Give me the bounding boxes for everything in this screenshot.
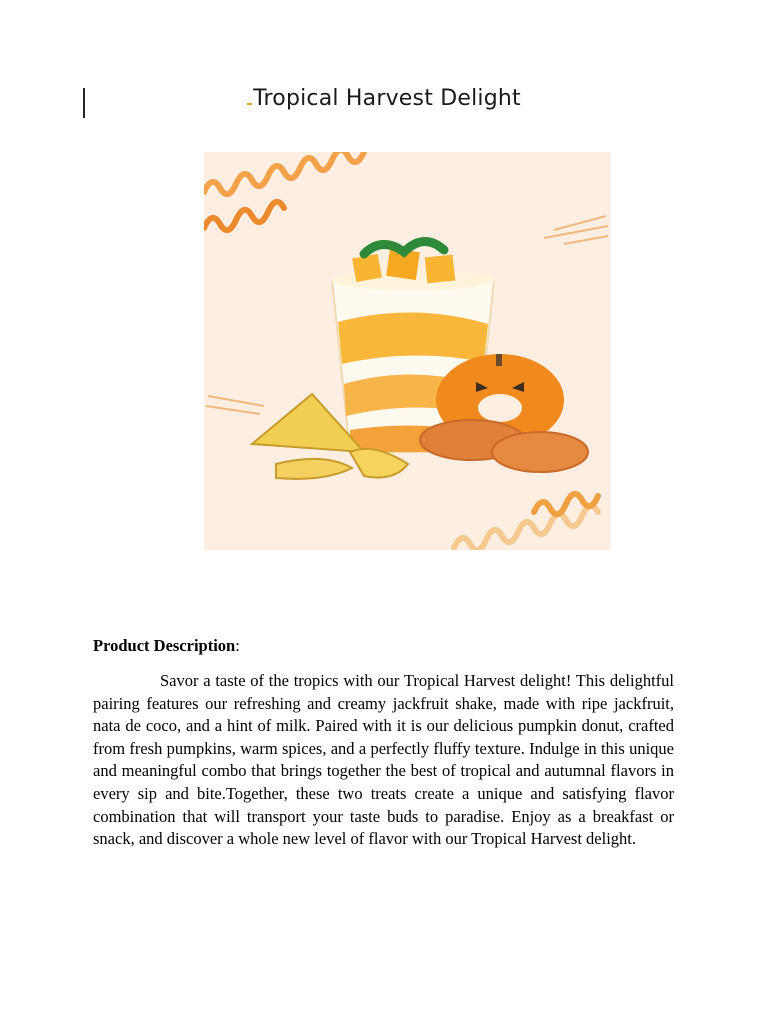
section-heading-text: Product Description xyxy=(93,636,236,655)
product-illustration xyxy=(204,152,611,550)
section-heading-colon: : xyxy=(235,636,240,655)
product-description-paragraph: Savor a taste of the tropics with our Tropical Harvest delight! This delightful pairing features our refreshing and creamy jackfruit shake, made with ripe jackfruit, nata de coco, and a hint of milk. Paired with it is our delicious pumpkin donut, crafted from fresh pumpkins, warm spices, and a perfectly fluffy texture. Indulge in this unique and meaningful combo that brings together the best of tropical and autumnal flavors in every sip and bite.Together, these two treats create a unique and satisfying flavor combination that will transport your taste buds to paradise. Enjoy as a breakfast or snack, and discover a whole new level of flavor with our Tropical Harvest delight. xyxy=(93,671,674,849)
document-title xyxy=(0,86,768,111)
section-heading xyxy=(93,636,240,656)
document-title-text: Tropical Harvest Delight xyxy=(253,86,521,111)
title-marker xyxy=(247,103,252,105)
